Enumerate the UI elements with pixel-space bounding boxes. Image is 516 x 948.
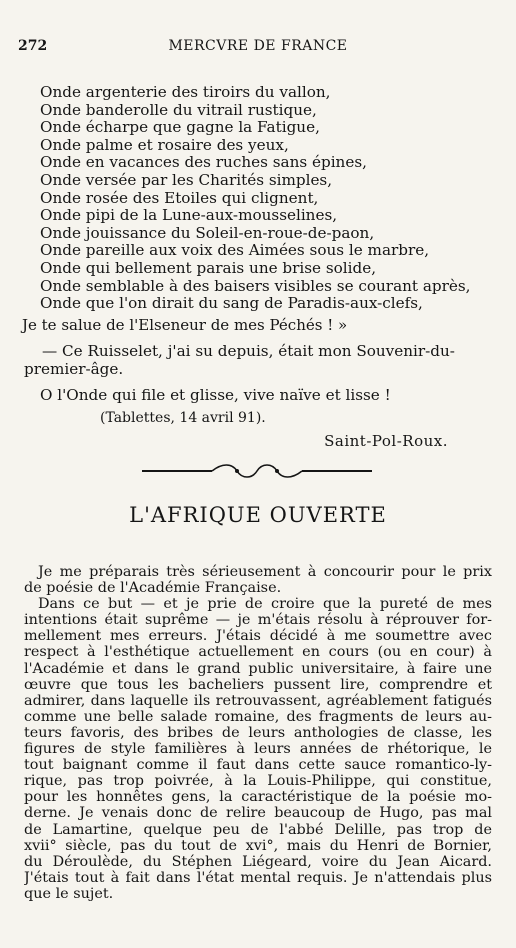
ornament-flourish-icon	[142, 460, 372, 482]
body-line: l'Académie et dans le grand public universitaire, à faire une	[24, 660, 492, 677]
poem-line: Onde jouissance du Soleil-en-roue-de-paon,	[40, 223, 375, 242]
body-line: J'étais tout à fait dans l'état mental requis. Je n'attendais plus	[24, 869, 492, 886]
poem-line: Onde pareille aux voix des Aimées sous le marbre,	[40, 241, 430, 260]
body-line: figures de style familières à leurs années de rhétorique, le	[24, 741, 492, 758]
body-line: de Lamartine, quelque peu de l'abbé Delille, pas trop de	[24, 821, 492, 838]
body-line: admirer, dans laquelle ils retrouvassent, agréablement fatigués	[24, 692, 492, 709]
article-body	[24, 564, 492, 902]
body-line: de poésie de l'Académie Française.	[24, 580, 282, 597]
poem-line: Onde argenterie des tiroirs du vallon,	[40, 83, 331, 101]
body-line: Je me préparais très sérieusement à concourir pour le prix	[38, 564, 492, 580]
running-header	[18, 38, 498, 58]
poem-line: Onde en vacances des ruches sans épines,	[40, 153, 367, 172]
body-line: que le sujet.	[24, 885, 114, 902]
body-line: derne. Je venais donc de relire beaucoup de Hugo, pas mal	[24, 805, 492, 822]
poem-line: Onde que l'on dirait du sang de Paradis-aux-clefs,	[40, 294, 423, 313]
body-line: mellement mes erreurs. J'étais décidé à me soumettre avec	[24, 628, 492, 645]
poem-line: Onde écharpe que gagne la Fatigue,	[40, 118, 320, 137]
closing-paragraph: — Ce Ruisselet, j'ai su depuis, était mon Souvenir-du-premier-âge.	[24, 342, 455, 378]
body-line: teurs favoris, des bribes de leurs anthologies de classe, les	[24, 724, 492, 741]
poem-line: Onde pipi de la Lune-aux-mousselines,	[40, 206, 338, 225]
poem-line: Onde banderolle du vitrail rustique,	[40, 100, 317, 119]
poem-salutation: Je te salue de l'Elseneur de mes Péchés ! »	[22, 316, 348, 334]
poem-line: Onde rosée des Etoiles qui clignent,	[40, 188, 319, 207]
poem-line: Onde versée par les Charités simples,	[40, 170, 333, 189]
body-line: rique, pas trop poivrée, à la Louis-Philippe, qui constitue,	[24, 773, 492, 790]
author-signature: Saint-Pol-Roux.	[324, 432, 448, 450]
source-citation: (Tablettes, 14 avril 91).	[100, 410, 266, 426]
section-ornament	[142, 460, 372, 482]
body-line: xvii° siècle, pas du tout de xvi°, mais du Henri de Bornier,	[24, 837, 492, 854]
running-title: MERCVRE DE FRANCE	[168, 38, 348, 54]
poem-line: Onde palme et rosaire des yeux,	[40, 135, 289, 154]
poem-line: Onde qui bellement parais une brise solide,	[40, 258, 377, 277]
body-line: Dans ce but — et je prie de croire que la pureté de mes	[38, 596, 492, 613]
poem	[40, 84, 510, 313]
body-line: pour les honnêtes gens, la caractéristique de la poésie mo-	[24, 789, 492, 806]
body-line: du Déroulède, du Stéphen Liégeard, voire du Jean Aicard.	[24, 853, 492, 870]
body-line: œuvre que tous les bacheliers pussent lire, comprendre et	[24, 676, 492, 693]
closing-line: O l'Onde qui file et glisse, vive naïve et lisse !	[40, 386, 391, 404]
page-number: 272	[18, 38, 48, 54]
section-title: L'AFRIQUE OUVERTE	[129, 503, 387, 527]
body-line: tout baignant comme il faut dans cette sauce romantico-ly-	[24, 757, 492, 774]
body-line: comme une belle salade romaine, des fragments de leurs au-	[24, 708, 492, 725]
poem-line: Onde semblable à des baisers visibles se courant après,	[40, 276, 471, 295]
body-line: intentions était suprême — je m'étais résolu à réprouver for-	[24, 612, 492, 629]
body-line: respect à l'esthétique actuellement en cours (ou en cour) à	[24, 644, 492, 661]
